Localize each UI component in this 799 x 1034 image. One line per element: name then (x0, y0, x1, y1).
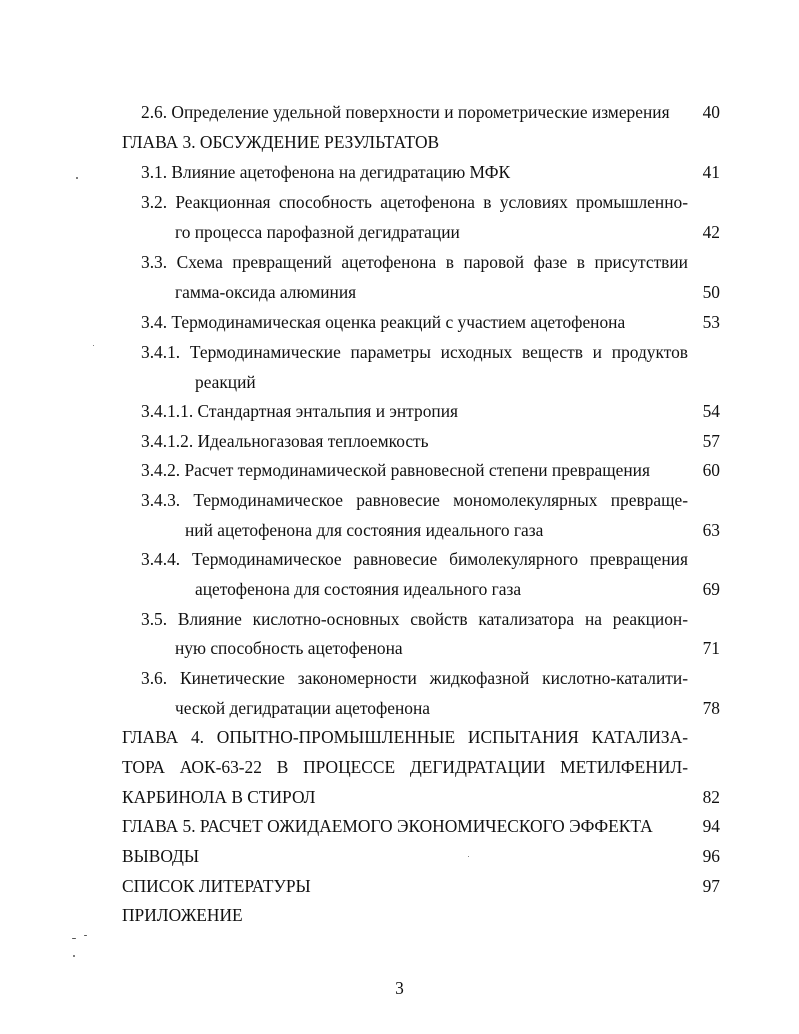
toc-entry-3-3-cont: гамма-оксида алюминия (175, 282, 357, 302)
toc-references: СПИСОК ЛИТЕРАТУРЫ (122, 876, 311, 896)
toc-entry-3-4-3-cont: ний ацетофенона для состояния идеального газа (185, 520, 544, 540)
toc-page-number: 40 (702, 102, 720, 122)
toc-page-number: 54 (702, 401, 720, 421)
toc-page-number: 97 (702, 876, 720, 896)
toc-entry-3-3: 3.3. Схема превращений ацетофенона в паровой фазе в присутствии (141, 252, 688, 272)
toc-chapter-4-cont: КАРБИНОЛА В СТИРОЛ (122, 787, 316, 807)
toc-chapter-3: ГЛАВА 3. ОБСУЖДЕНИЕ РЕЗУЛЬТАТОВ (122, 132, 440, 152)
toc-entry-2-6: 2.6. Определение удельной поверхности и порометрические измерения (141, 102, 670, 122)
scan-speck (73, 955, 75, 957)
toc-entry-3-4-1-cont: реакций (195, 372, 256, 392)
toc-entry-3-4-2: 3.4.2. Расчет термодинамической равновесной степени превращения (141, 460, 650, 480)
toc-entry-3-6: 3.6. Кинетические закономерности жидкофазной кислотно-каталити- (141, 668, 688, 688)
toc-entry-3-4-1-2: 3.4.1.2. Идеальногазовая теплоемкость (141, 431, 429, 451)
toc-page-number: 94 (702, 816, 720, 836)
page-number: 3 (395, 978, 404, 998)
toc-entry-3-5: 3.5. Влияние кислотно-основных свойств катализатора на реакцион- (141, 609, 688, 629)
toc-page-number: 53 (702, 312, 720, 332)
toc-chapter-4: ГЛАВА 4. ОПЫТНО-ПРОМЫШЛЕННЫЕ ИСПЫТАНИЯ КАТАЛИЗА- (122, 727, 688, 747)
toc-entry-3-2-cont: го процесса парофазной дегидратации (175, 222, 460, 242)
scan-speck (72, 938, 76, 939)
toc-page-number: 60 (702, 460, 720, 480)
toc-entry-3-4: 3.4. Термодинамическая оценка реакций с участием ацетофенона (141, 312, 626, 332)
toc-entry-3-2: 3.2. Реакционная способность ацетофенона в условиях промышленно- (141, 192, 688, 212)
toc-entry-3-4-1-1: 3.4.1.1. Стандартная энтальпия и энтропия (141, 401, 458, 421)
toc-page-number: 41 (702, 162, 720, 182)
toc-page-number: 57 (702, 431, 720, 451)
toc-chapter-4-cont: ТОРА АОК-63-22 В ПРОЦЕССЕ ДЕГИДРАТАЦИИ МЕТИЛФЕНИЛ- (122, 757, 688, 777)
toc-page-number: 96 (702, 846, 720, 866)
toc-page-number: 63 (702, 520, 720, 540)
toc-page-number: 42 (702, 222, 720, 242)
scan-speck (84, 935, 87, 936)
toc-appendix: ПРИЛОЖЕНИЕ (122, 905, 243, 925)
toc-page-number: 69 (702, 579, 720, 599)
toc-entry-3-6-cont: ческой дегидратации ацетофенона (175, 698, 430, 718)
toc-page-number: 71 (702, 638, 720, 658)
scan-speck (76, 177, 78, 179)
toc-chapter-5: ГЛАВА 5. РАСЧЕТ ОЖИДАЕМОГО ЭКОНОМИЧЕСКОГО ЭФФЕКТА (122, 816, 653, 836)
toc-entry-3-1: 3.1. Влияние ацетофенона на дегидратацию МФК (141, 162, 511, 182)
toc-page-number: 78 (702, 698, 720, 718)
toc-entry-3-4-4-cont: ацетофенона для состояния идеального газа (195, 579, 522, 599)
toc-page-number: 50 (702, 282, 720, 302)
toc-conclusions: ВЫВОДЫ (122, 846, 200, 866)
toc-page-number: 82 (702, 787, 720, 807)
toc-entry-3-4-1: 3.4.1. Термодинамические параметры исходных веществ и продуктов (141, 342, 688, 362)
toc-entry-3-5-cont: ную способность ацетофенона (175, 638, 403, 658)
scan-speck (468, 856, 469, 857)
toc-entry-3-4-4: 3.4.4. Термодинамическое равновесие бимолекулярного превращения (141, 549, 688, 569)
toc-entry-3-4-3: 3.4.3. Термодинамическое равновесие мономолекулярных превраще- (141, 490, 688, 510)
scan-speck (93, 345, 94, 346)
